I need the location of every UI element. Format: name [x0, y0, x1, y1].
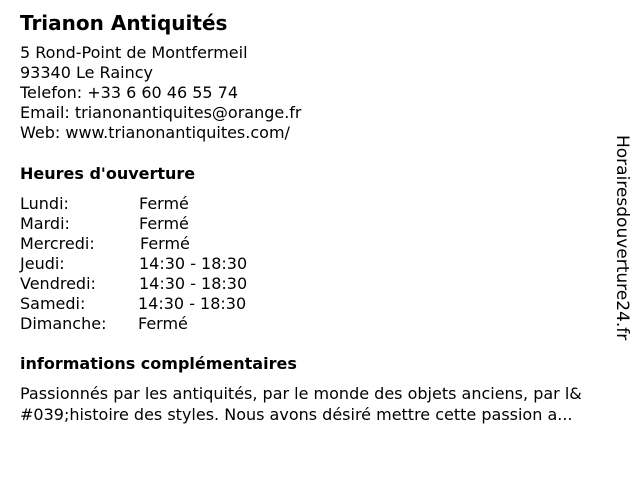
hours-day-label: Lundi: [20, 194, 69, 213]
hours-time-value: Fermé [140, 234, 190, 253]
hours-day-label: Mardi: [20, 214, 70, 233]
hours-time-value: Fermé [139, 214, 189, 233]
hours-row [20, 194, 320, 214]
hours-day-label: Vendredi: [20, 274, 96, 293]
hours-day-label: Samedi: [20, 294, 86, 313]
phone-line: Telefon: +33 6 60 46 55 74 [20, 83, 239, 102]
hours-row [20, 294, 320, 314]
email-line: Email: trianonantiquites@orange.fr [20, 103, 302, 122]
hours-time-value: 14:30 - 18:30 [139, 254, 248, 273]
hours-time-value: 14:30 - 18:30 [139, 274, 248, 293]
description-line: Passionnés par les antiquités, par le monde des objets anciens, par l& [20, 384, 582, 403]
hours-day-label: Jeudi: [20, 254, 65, 273]
hours-day-label: Mercredi: [20, 234, 95, 253]
hours-row [20, 254, 320, 274]
hours-time-value: Fermé [138, 314, 188, 333]
opening-hours-heading: Heures d'ouverture [20, 164, 196, 183]
hours-time-value: 14:30 - 18:30 [138, 294, 247, 313]
address-city: 93340 Le Raincy [20, 63, 153, 82]
opening-hours-table [20, 194, 320, 334]
hours-row [20, 234, 320, 254]
business-name: Trianon Antiquités [20, 11, 228, 35]
site-brand-vertical: Horairesdouverture24.fr [612, 135, 632, 341]
additional-info-heading: informations complémentaires [20, 354, 297, 373]
additional-info-text [20, 383, 620, 425]
address-street: 5 Rond-Point de Montfermeil [20, 43, 248, 62]
hours-day-label: Dimanche: [20, 314, 107, 333]
hours-row [20, 274, 320, 294]
contact-block [20, 43, 302, 143]
hours-time-value: Fermé [139, 194, 189, 213]
hours-row [20, 314, 320, 334]
web-line: Web: www.trianonantiquites.com/ [20, 123, 290, 142]
hours-row [20, 214, 320, 234]
description-line: #039;histoire des styles. Nous avons désiré mettre cette passion a... [20, 405, 573, 424]
